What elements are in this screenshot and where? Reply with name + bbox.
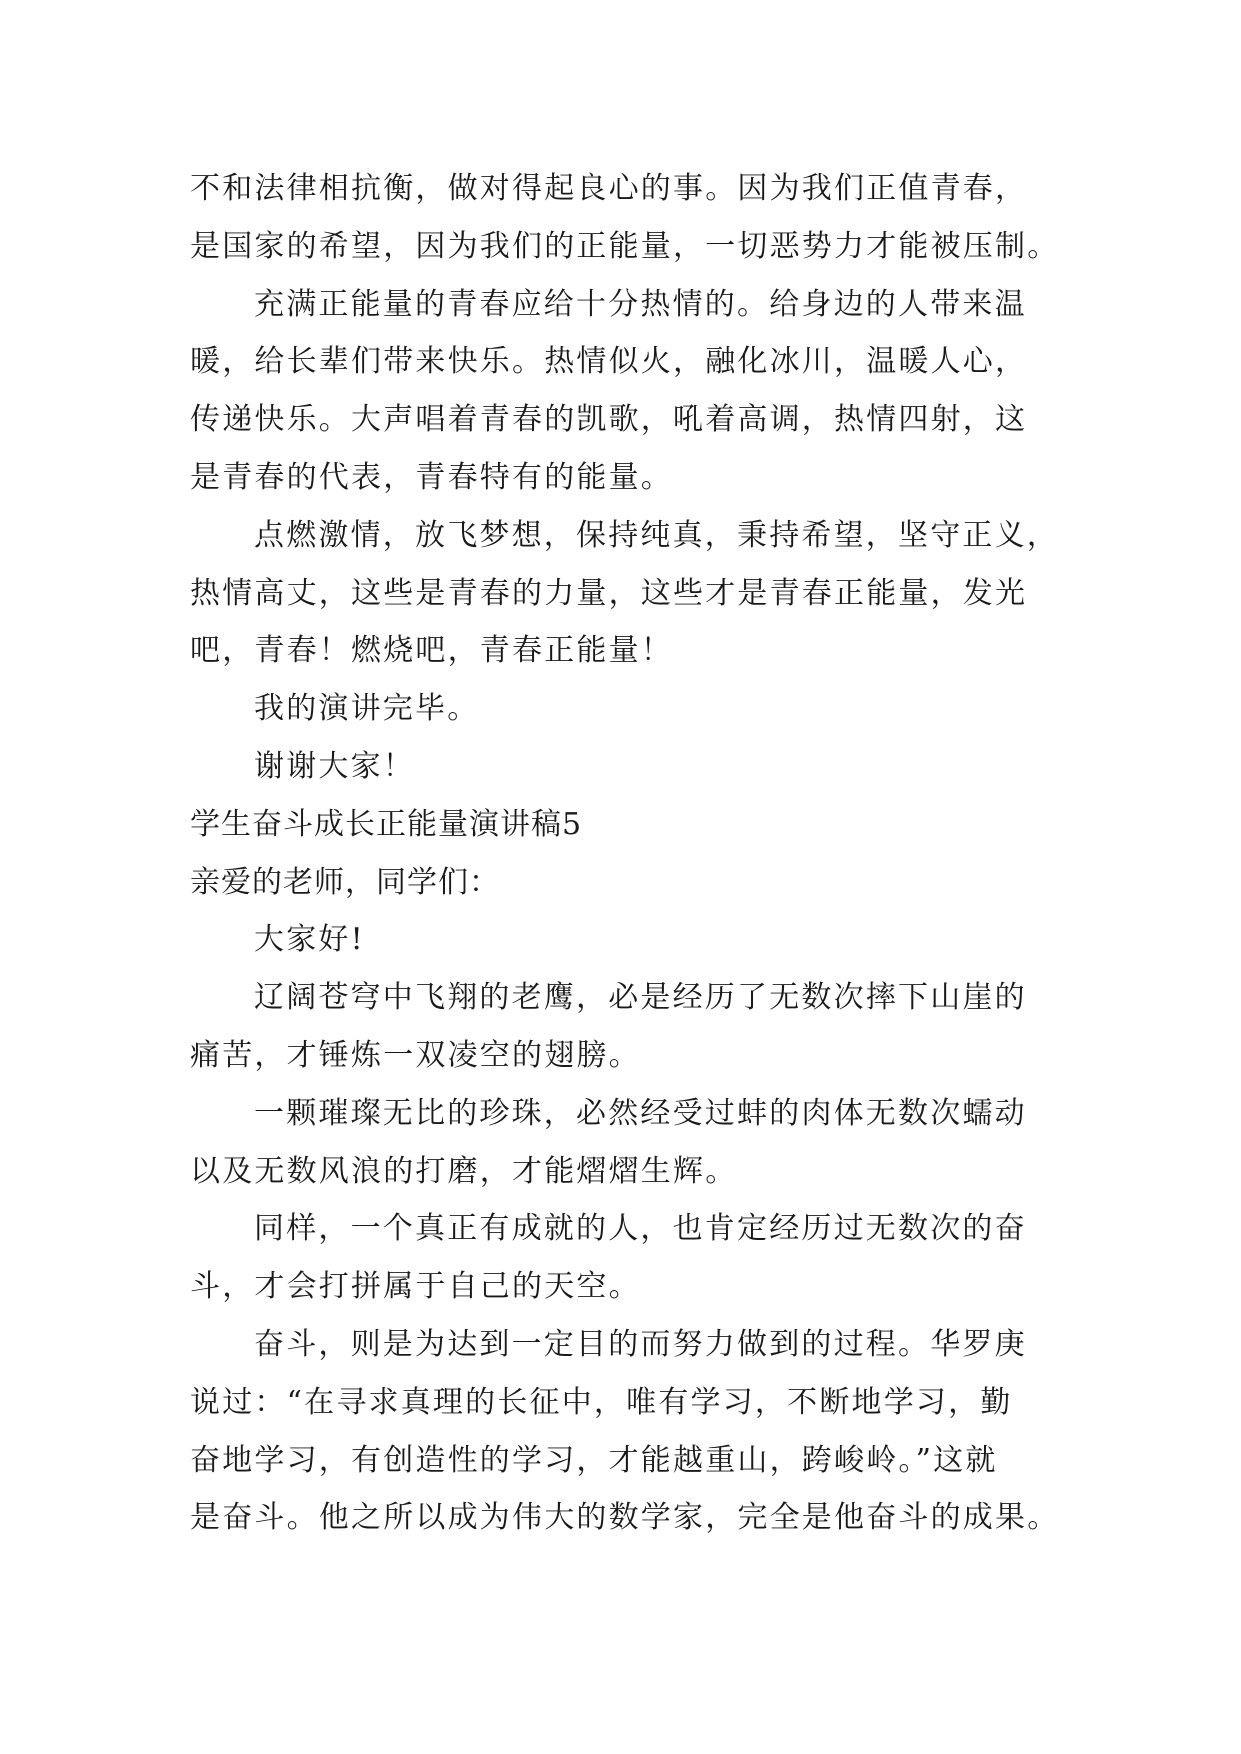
thanks-line: 谢谢大家！ [254,748,415,784]
text-line: 说过：“在寻求真理的长征中，唯有学习，不断地学习，勤 [190,1384,1013,1420]
text-line: 以及无数风浪的打磨，才能熠熠生辉。 [190,1153,738,1189]
text-line: 暖，给长辈们带来快乐。热情似火，融化冰川，温暖人心， [190,344,1028,380]
text-line: 不和法律相抗衡，做对得起良心的事。因为我们正值青春， [190,171,1028,206]
greeting-line: 大家好! [254,922,365,958]
section-title: 学生奋斗成长正能量演讲稿5 [190,806,583,842]
text-line: 传递快乐。大声唱着青春的凯歌，吼着高调，热情四射，这 [190,402,1028,438]
closing-line: 我的演讲完毕。 [254,691,480,727]
text-line: 热情高丈，这些是青春的力量，这些才是青春正能量，发光 [190,575,1028,611]
salutation: 亲爱的老师，同学们： [190,864,500,900]
text-line: 辽阔苍穹中飞翔的老鹰，必是经历了无数次摔下山崖的 [254,980,1027,1016]
text-line: 痛苦，才锤炼一双凌空的翅膀。 [190,1037,641,1073]
text-line: 一颗璀璨无比的珍珠，必然经受过蚌的肉体无数次蠕动 [254,1095,1027,1131]
text-line: 奋地学习，有创造性的学习，才能越重山，跨峻岭。”这就 [190,1442,998,1478]
text-line: 吧，青春！燃烧吧，青春正能量！ [190,633,673,669]
document-body [190,160,1060,1547]
text-line: 斗，才会打拼属于自己的天空。 [190,1269,641,1305]
text-line: 是奋斗。他之所以成为伟大的数学家，完全是他奋斗的成果。 [190,1500,1060,1536]
text-line: 是国家的希望，因为我们的正能量，一切恶势力才能被压制。 [190,228,1060,264]
text-line: 奋斗，则是为达到一定目的而努力做到的过程。华罗庚 [254,1326,1027,1362]
text-line: 同样，一个真正有成就的人，也肯定经历过无数次的奋 [254,1211,1027,1247]
text-line: 充满正能量的青春应给十分热情的。给身边的人带来温 [254,286,1027,322]
text-line: 是青春的代表，青春特有的能量。 [190,459,673,495]
text-line: 点燃激情，放飞梦想，保持纯真，秉持希望，坚守正义， [254,517,1059,553]
